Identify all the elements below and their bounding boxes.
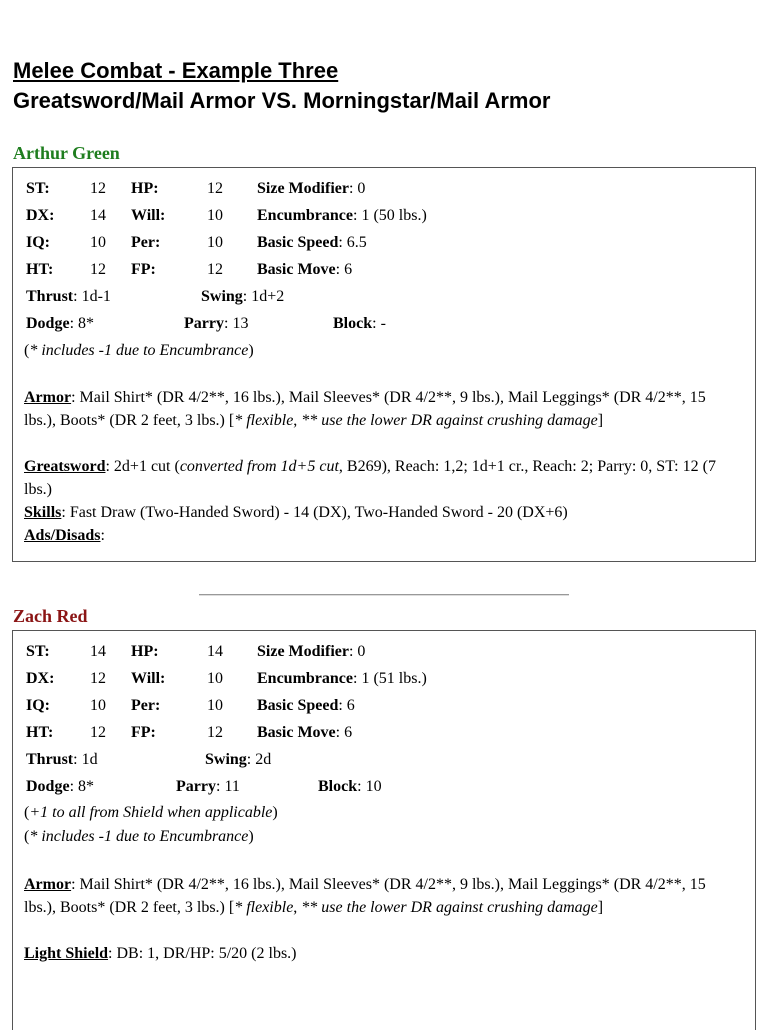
- dodge: Dodge: 8*: [26, 778, 95, 795]
- page-title: Melee Combat - Example Three: [13, 58, 339, 83]
- per-label: Per:: [131, 234, 161, 251]
- basic-speed: Basic Speed: 6: [257, 697, 355, 714]
- armor-text: Armor: Mail Shirt* (DR 4/2**, 16 lbs.), Mail Sleeves* (DR 4/2**, 9 lbs.), Mail Leggings* (DR 4/2**, 15 lbs.), Boots* (DR 2 feet, 3 lbs.) [* flexible, ** use the lower DR against crushing damage]: [24, 389, 706, 429]
- iq-value: 10: [90, 697, 106, 714]
- fp-value: 12: [207, 724, 223, 741]
- shield-text: Light Shield: DB: 1, DR/HP: 5/20 (2 lbs.): [24, 945, 297, 962]
- stat-row-ht: [13, 259, 753, 281]
- per-value: 10: [207, 234, 223, 251]
- dodge: Dodge: 8*: [26, 315, 95, 332]
- encumbrance-note: (* includes -1 due to Encumbrance): [24, 828, 254, 845]
- iq-label: IQ:: [26, 234, 50, 251]
- section-divider: [199, 594, 569, 596]
- parry: Parry: 11: [176, 778, 240, 795]
- defense-row: [13, 776, 753, 798]
- damage-row: [13, 286, 753, 308]
- weapon-label: Greatsword: [24, 458, 106, 475]
- ads-label: Ads/Disads: [24, 527, 101, 544]
- per-value: 10: [207, 697, 223, 714]
- st-label: ST:: [26, 180, 50, 197]
- encumbrance: Encumbrance: 1 (51 lbs.): [257, 670, 427, 687]
- will-value: 10: [207, 207, 223, 224]
- skills-label: Skills: [24, 504, 62, 521]
- stat-row-iq: [13, 232, 753, 254]
- will-label: Will:: [131, 670, 166, 687]
- dx-value: 12: [90, 670, 106, 687]
- stat-row-iq: [13, 695, 753, 717]
- block: Block: 10: [318, 778, 382, 795]
- fp-value: 12: [207, 261, 223, 278]
- armor-label: Armor: [24, 876, 72, 893]
- character-sheet-red: [12, 630, 756, 1030]
- basic-move: Basic Move: 6: [257, 724, 353, 741]
- encumbrance: Encumbrance: 1 (50 lbs.): [257, 207, 427, 224]
- fp-label: FP:: [131, 261, 156, 278]
- character-sheet-green: [12, 167, 756, 562]
- st-value: 14: [90, 643, 106, 660]
- iq-label: IQ:: [26, 697, 50, 714]
- ht-value: 12: [90, 261, 106, 278]
- damage-row: [13, 749, 753, 771]
- skills-text: Skills: Fast Draw (Two-Handed Sword) - 14 (DX), Two-Handed Sword - 20 (DX+6): [24, 504, 568, 521]
- page-subtitle: Greatsword/Mail Armor VS. Morningstar/Mail Armor: [13, 88, 551, 113]
- per-label: Per:: [131, 697, 161, 714]
- parry: Parry: 13: [184, 315, 249, 332]
- ads-disads: Ads/Disads:: [24, 527, 105, 544]
- size-modifier: Size Modifier: 0: [257, 643, 366, 660]
- block: Block: -: [333, 315, 386, 332]
- weapon-text: Greatsword: 2d+1 cut (converted from 1d+5 cut, B269), Reach: 1,2; 1d+1 cr., Reach: 2; Parry: 0, ST: 12 (7 lbs.): [24, 458, 716, 498]
- basic-speed: Basic Speed: 6.5: [257, 234, 367, 251]
- st-label: ST:: [26, 643, 50, 660]
- stat-row-ht: [13, 722, 753, 744]
- ht-label: HT:: [26, 724, 54, 741]
- basic-move: Basic Move: 6: [257, 261, 353, 278]
- ht-value: 12: [90, 724, 106, 741]
- hp-label: HP:: [131, 643, 159, 660]
- hp-label: HP:: [131, 180, 159, 197]
- swing: Swing: 2d: [205, 751, 272, 768]
- thrust: Thrust: 1d-1: [26, 288, 111, 305]
- size-modifier: Size Modifier: 0: [257, 180, 366, 197]
- iq-value: 10: [90, 234, 106, 251]
- dx-label: DX:: [26, 207, 55, 224]
- shield-label: Light Shield: [24, 945, 109, 962]
- st-value: 12: [90, 180, 106, 197]
- will-value: 10: [207, 670, 223, 687]
- dx-label: DX:: [26, 670, 55, 687]
- encumbrance-note: (* includes -1 due to Encumbrance): [24, 342, 254, 359]
- stat-row-dx: [13, 668, 753, 690]
- dx-value: 14: [90, 207, 106, 224]
- stat-row-st: [13, 641, 753, 663]
- fp-label: FP:: [131, 724, 156, 741]
- armor-text: Armor: Mail Shirt* (DR 4/2**, 16 lbs.), Mail Sleeves* (DR 4/2**, 9 lbs.), Mail Leggings* (DR 4/2**, 15 lbs.), Boots* (DR 2 feet, 3 lbs.) [* flexible, ** use the lower DR against crushing damage]: [24, 876, 706, 916]
- defense-row: [13, 313, 753, 335]
- will-label: Will:: [131, 207, 166, 224]
- hp-value: 12: [207, 180, 223, 197]
- swing: Swing: 1d+2: [201, 288, 285, 305]
- character-name-green: Arthur Green: [13, 143, 120, 163]
- thrust: Thrust: 1d: [26, 751, 98, 768]
- shield-note: (+1 to all from Shield when applicable): [24, 804, 278, 821]
- stat-row-st: [13, 178, 753, 200]
- ht-label: HT:: [26, 261, 54, 278]
- armor-label: Armor: [24, 389, 72, 406]
- stat-row-dx: [13, 205, 753, 227]
- character-name-red: Zach Red: [13, 606, 88, 626]
- hp-value: 14: [207, 643, 223, 660]
